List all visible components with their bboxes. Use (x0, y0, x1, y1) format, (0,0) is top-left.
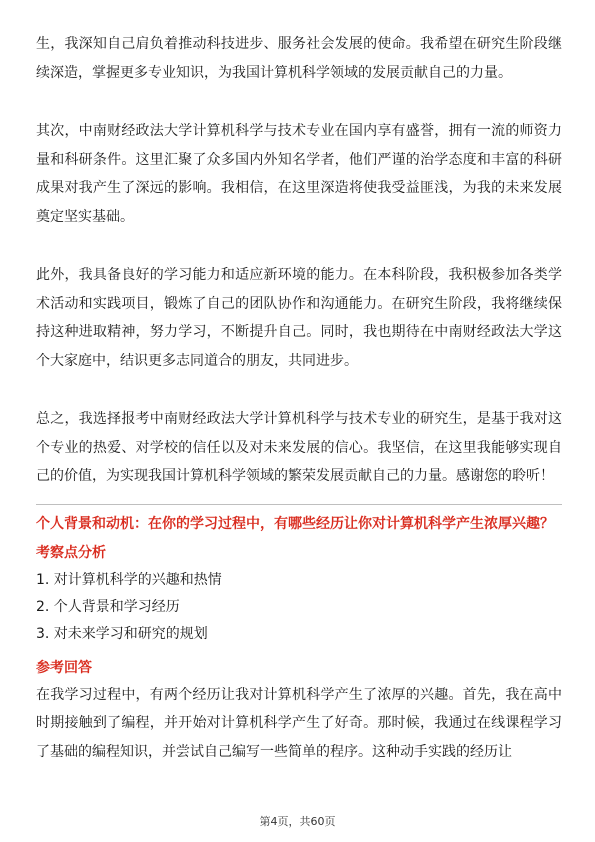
body-paragraph-3: 此外，我具备良好的学习能力和适应新环境的能力。在本科阶段，我积极参加各类学术活动和实践项目，锻炼了自己的团队协作和沟通能力。在研究生阶段，我将继续保持这种进取精神，努力学习，不断提升自己。同时，我也期待在中南财经政法大学这个大家庭中，结识更多志同道合的朋友，共同进步。 (36, 267, 562, 369)
analysis-list (36, 567, 562, 648)
answer-title: 参考回答 (36, 659, 92, 676)
section-divider (36, 504, 562, 505)
body-paragraph-4: 总之，我选择报考中南财经政法大学计算机科学与技术专业的研究生，是基于我对这个专业的热爱、对学校的信任以及对未来发展的信心。我坚信，在这里我能够实现自己的价值，为实现我国计算机科学领域的繁荣发展贡献自己的力量。感谢您的聆听！ (36, 411, 562, 484)
page-content (36, 30, 562, 766)
answer-paragraph: 在我学习过程中，有两个经历让我对计算机科学产生了浓厚的兴趣。首先，我在高中时期接触到了编程，并开始对计算机科学产生了好奇。那时候，我通过在线课程学习了基础的编程知识，并尝试自己编写一些简单的程序。这种动手实践的经历让 (36, 686, 562, 760)
page-number: 第4页，共60页 (259, 815, 336, 828)
list-item: 1. 对计算机科学的兴趣和热情 (36, 571, 222, 588)
list-item: 2. 个人背景和学习经历 (36, 598, 180, 615)
question-heading: 个人背景和动机：在你的学习过程中，有哪些经历让你对计算机科学产生浓厚兴趣？ (36, 515, 554, 532)
body-paragraph-2: 其次，中南财经政法大学计算机科学与技术专业在国内享有盛誉，拥有一流的师资力量和科研条件。这里汇聚了众多国内外知名学者，他们严谨的治学态度和丰富的科研成果对我产生了深远的影响。我相信，在这里深造将使我受益匪浅，为我的未来发展奠定坚实基础。 (36, 123, 562, 225)
body-paragraph-1: 生，我深知自己肩负着推动科技进步、服务社会发展的使命。我希望在研究生阶段继续深造，掌握更多专业知识，为我国计算机科学领域的发展贡献自己的力量。 (36, 36, 562, 81)
analysis-title: 考察点分析 (36, 544, 106, 561)
list-item: 3. 对未来学习和研究的规划 (36, 625, 208, 642)
